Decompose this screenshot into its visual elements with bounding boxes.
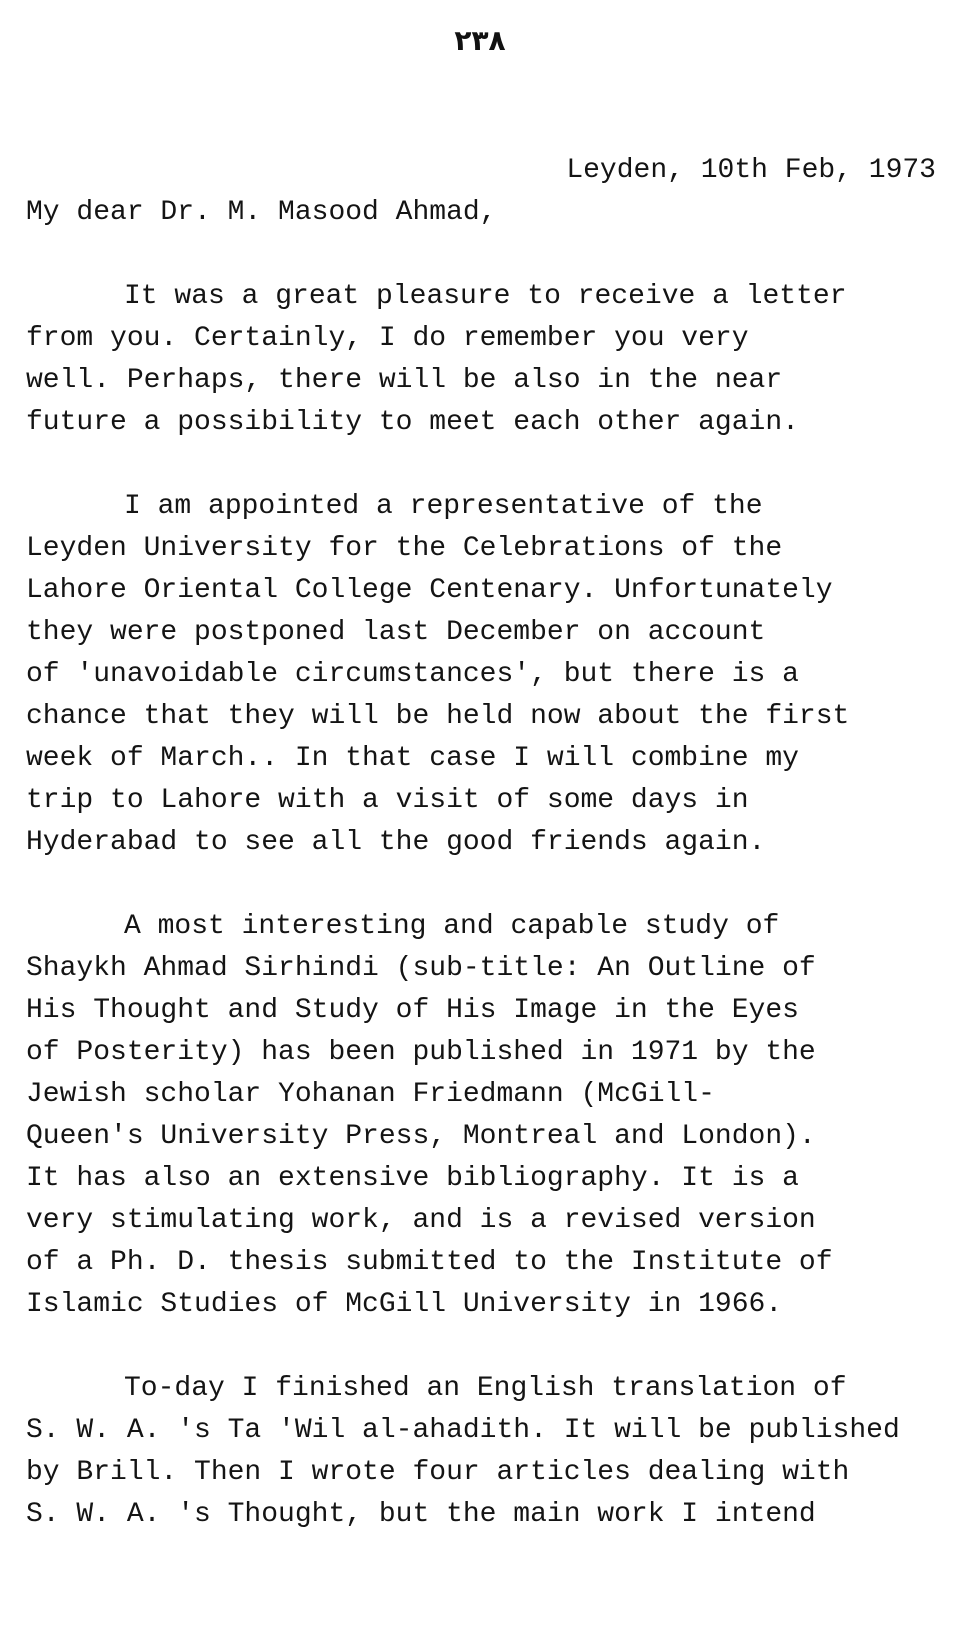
paragraph-line: It has also an extensive bibliography. It is a xyxy=(26,1163,799,1194)
paragraph-greeting xyxy=(26,276,936,444)
paragraph-translation xyxy=(26,1368,936,1536)
paragraph-line: I am appointed a representative of the xyxy=(124,491,763,522)
paragraph-line: Lahore Oriental College Centenary. Unfortunately xyxy=(26,575,833,606)
letter-dateline: Leyden, 10th Feb, 1973 xyxy=(566,155,936,186)
paragraph-line: His Thought and Study of His Image in the Eyes xyxy=(26,995,799,1026)
letter-body xyxy=(26,150,936,1536)
paragraph-gap xyxy=(26,864,936,906)
paragraph-line: by Brill. Then I wrote four articles dealing with xyxy=(26,1457,850,1488)
paragraph-line: very stimulating work, and is a revised version xyxy=(26,1205,816,1236)
paragraph-line: of 'unavoidable circumstances', but there is a xyxy=(26,659,799,690)
paragraph-line: future a possibility to meet each other again. xyxy=(26,407,799,438)
paragraph-line: Shaykh Ahmad Sirhindi (sub-title: An Outline of xyxy=(26,953,816,984)
paragraph-gap xyxy=(26,444,936,486)
paragraph-line: A most interesting and capable study of xyxy=(124,911,780,942)
paragraph-line: S. W. A. 's Thought, but the main work I intend xyxy=(26,1499,816,1530)
paragraph-sirhindi-study xyxy=(26,906,936,1326)
paragraph-line: trip to Lahore with a visit of some days in xyxy=(26,785,749,816)
paragraph-line: they were postponed last December on account xyxy=(26,617,766,648)
paragraph-line: To-day I finished an English translation of xyxy=(124,1373,847,1404)
letter-salutation: My dear Dr. M. Masood Ahmad, xyxy=(26,197,497,228)
paragraph-line: well. Perhaps, there will be also in the near xyxy=(26,365,783,396)
paragraph-line: from you. Certainly, I do remember you very xyxy=(26,323,749,354)
paragraph-line: of a Ph. D. thesis submitted to the Institute of xyxy=(26,1247,833,1278)
paragraph-line: Hyderabad to see all the good friends again. xyxy=(26,827,766,858)
paragraph-line: week of March.. In that case I will combine my xyxy=(26,743,799,774)
paragraph-line: of Posterity) has been published in 1971 by the xyxy=(26,1037,816,1068)
page-number: ٢٣٨ xyxy=(454,24,506,57)
paragraph-centenary xyxy=(26,486,936,864)
paragraph-line: S. W. A. 's Ta 'Wil al-ahadith. It will be published xyxy=(26,1415,900,1446)
paragraph-gap xyxy=(26,234,936,276)
paragraph-line: Jewish scholar Yohanan Friedmann (McGill- xyxy=(26,1079,715,1110)
paragraph-line: Islamic Studies of McGill University in 1966. xyxy=(26,1289,783,1320)
paragraph-line: It was a great pleasure to receive a letter xyxy=(124,281,847,312)
paragraph-gap xyxy=(26,1326,936,1368)
paragraph-line: Leyden University for the Celebrations of the xyxy=(26,533,783,564)
paragraph-line: chance that they will be held now about the first xyxy=(26,701,850,732)
paragraph-line: Queen's University Press, Montreal and London). xyxy=(26,1121,816,1152)
